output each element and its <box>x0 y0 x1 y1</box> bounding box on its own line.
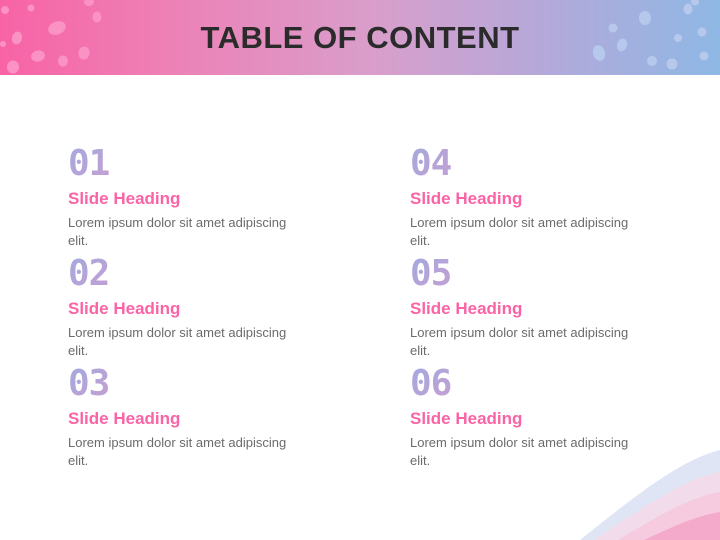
toc-item-heading: Slide Heading <box>410 189 523 208</box>
toc-item-number: 01 <box>68 146 298 182</box>
toc-item-body: Lorem ipsum dolor sit amet adipiscing elit. <box>410 215 629 248</box>
toc-item-number: 04 <box>410 146 640 182</box>
toc-item-02 <box>68 253 298 366</box>
toc-item-body: Lorem ipsum dolor sit amet adipiscing elit. <box>68 215 287 248</box>
toc-grid <box>68 143 640 476</box>
slide-header <box>0 0 720 75</box>
toc-item-heading: Slide Heading <box>410 409 523 428</box>
toc-item-body: Lorem ipsum dolor sit amet adipiscing elit. <box>68 325 287 358</box>
toc-item-heading: Slide Heading <box>68 299 181 318</box>
toc-item-05 <box>410 253 640 366</box>
toc-item-heading: Slide Heading <box>410 299 523 318</box>
dots-pattern-right <box>585 0 720 75</box>
toc-item-number: 02 <box>68 256 298 292</box>
toc-item-body: Lorem ipsum dolor sit amet adipiscing elit. <box>410 325 629 358</box>
toc-item-heading: Slide Heading <box>68 409 181 428</box>
toc-item-number: 05 <box>410 256 640 292</box>
toc-item-number: 06 <box>410 366 640 402</box>
toc-item-06 <box>410 363 640 476</box>
toc-item-heading: Slide Heading <box>68 189 181 208</box>
toc-item-body: Lorem ipsum dolor sit amet adipiscing elit. <box>68 435 287 468</box>
toc-item-04 <box>410 143 640 256</box>
page-title: TABLE OF CONTENT <box>200 19 520 55</box>
toc-item-01 <box>68 143 298 256</box>
toc-item-03 <box>68 363 298 476</box>
toc-item-number: 03 <box>68 366 298 402</box>
toc-item-body: Lorem ipsum dolor sit amet adipiscing elit. <box>410 435 629 468</box>
